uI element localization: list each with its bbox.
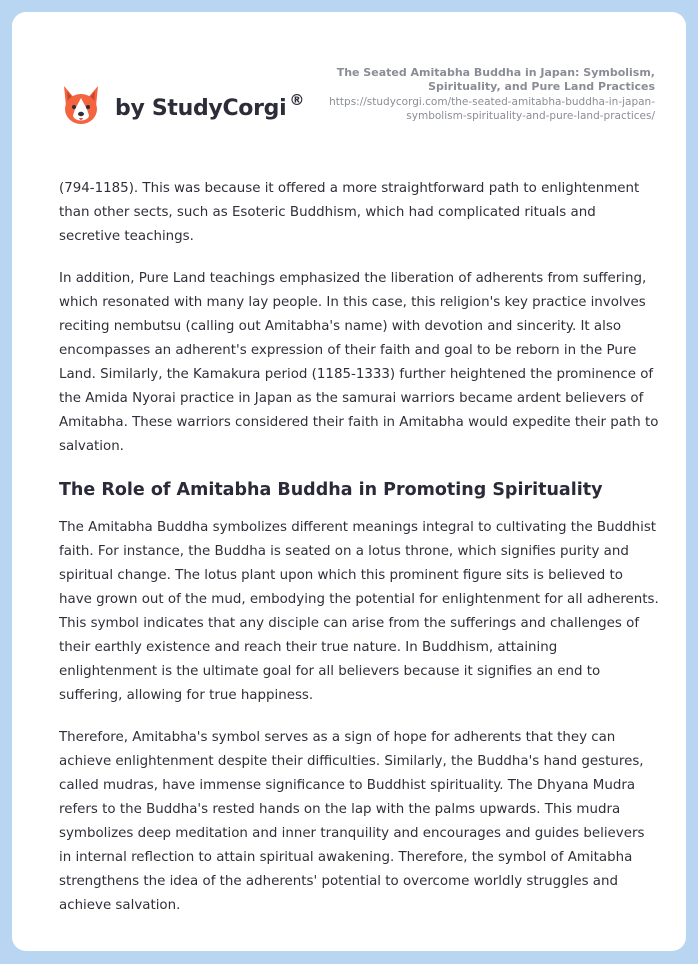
paragraph: Therefore, Amitabha's symbol serves as a sign of hope for adherents that they can achieve enlightenment despite their difficulties. Similarly, the Buddha's hand gestures, called mudras, have immense significance to Buddhist spirituality. The Dhyana Mudra refers to the Buddha's rested hands on the lap with the palms upwards. This mudra symbolizes deep meditation and inner tranquility and encourages and guides believers in internal reflection to attain spiritual awakening. Therefore, the symbol of Amitabha strengthens the idea of the adherents' potential to overcome worldly struggles and achieve salvation. xyxy=(59,730,645,913)
paragraph: (794-1185). This was because it offered a more straightforward path to enlightenment than other sects, such as Esoteric Buddhism, which had complicated rituals and secretive teachings. xyxy=(59,181,640,244)
brand-text: by StudyCorgi xyxy=(115,95,287,121)
document-url[interactable]: https://studycorgi.com/the-seated-amitabha-buddha-in-japan-symbolism-spirituality-and-pure-land-practices/ xyxy=(329,96,655,122)
corgi-logo-icon xyxy=(61,84,101,128)
document-title: The Seated Amitabha Buddha in Japan: Symbolism, Spirituality, and Pure Land Practices xyxy=(336,66,655,93)
studycorgi-logo[interactable] xyxy=(61,76,304,136)
header-meta xyxy=(325,66,655,123)
paragraph: In addition, Pure Land teachings emphasized the liberation of adherents from suffering, which resonated with many lay people. In this case, this religion's key practice involves reciting nembutsu (calling out Amitabha's name) with devotion and sincerity. It also encompasses an adherent's expression of their faith and goal to be reborn in the Pure Land. Similarly, the Kamakura period (1185-1333) further heightened the prominence of the Amida Nyorai practice in Japan as the samurai warriors became ardent believers of Amitabha. These warriors considered their faith in Amitabha would expedite their path to salvation. xyxy=(59,271,659,454)
article-body xyxy=(59,177,659,936)
registered-mark: ® xyxy=(289,90,305,109)
brand-name xyxy=(115,90,305,121)
paragraph: The Amitabha Buddha symbolizes different meanings integral to cultivating the Buddhist faith. For instance, the Buddha is seated on a lotus throne, which signifies purity and spiritual change. The lotus plant upon which this prominent figure sits is believed to have grown out of the mud, embodying the potential for enlightenment for all adherents. This symbol indicates that any disciple can arise from the sufferings and challenges of their earthly existence and reach their true nature. In Buddhism, attaining enlightenment is the ultimate goal for all believers because it signifies an end to suffering, allowing for true happiness. xyxy=(59,520,659,703)
section-heading: The Role of Amitabha Buddha in Promoting Spirituality xyxy=(59,480,603,500)
document-page xyxy=(12,12,686,951)
